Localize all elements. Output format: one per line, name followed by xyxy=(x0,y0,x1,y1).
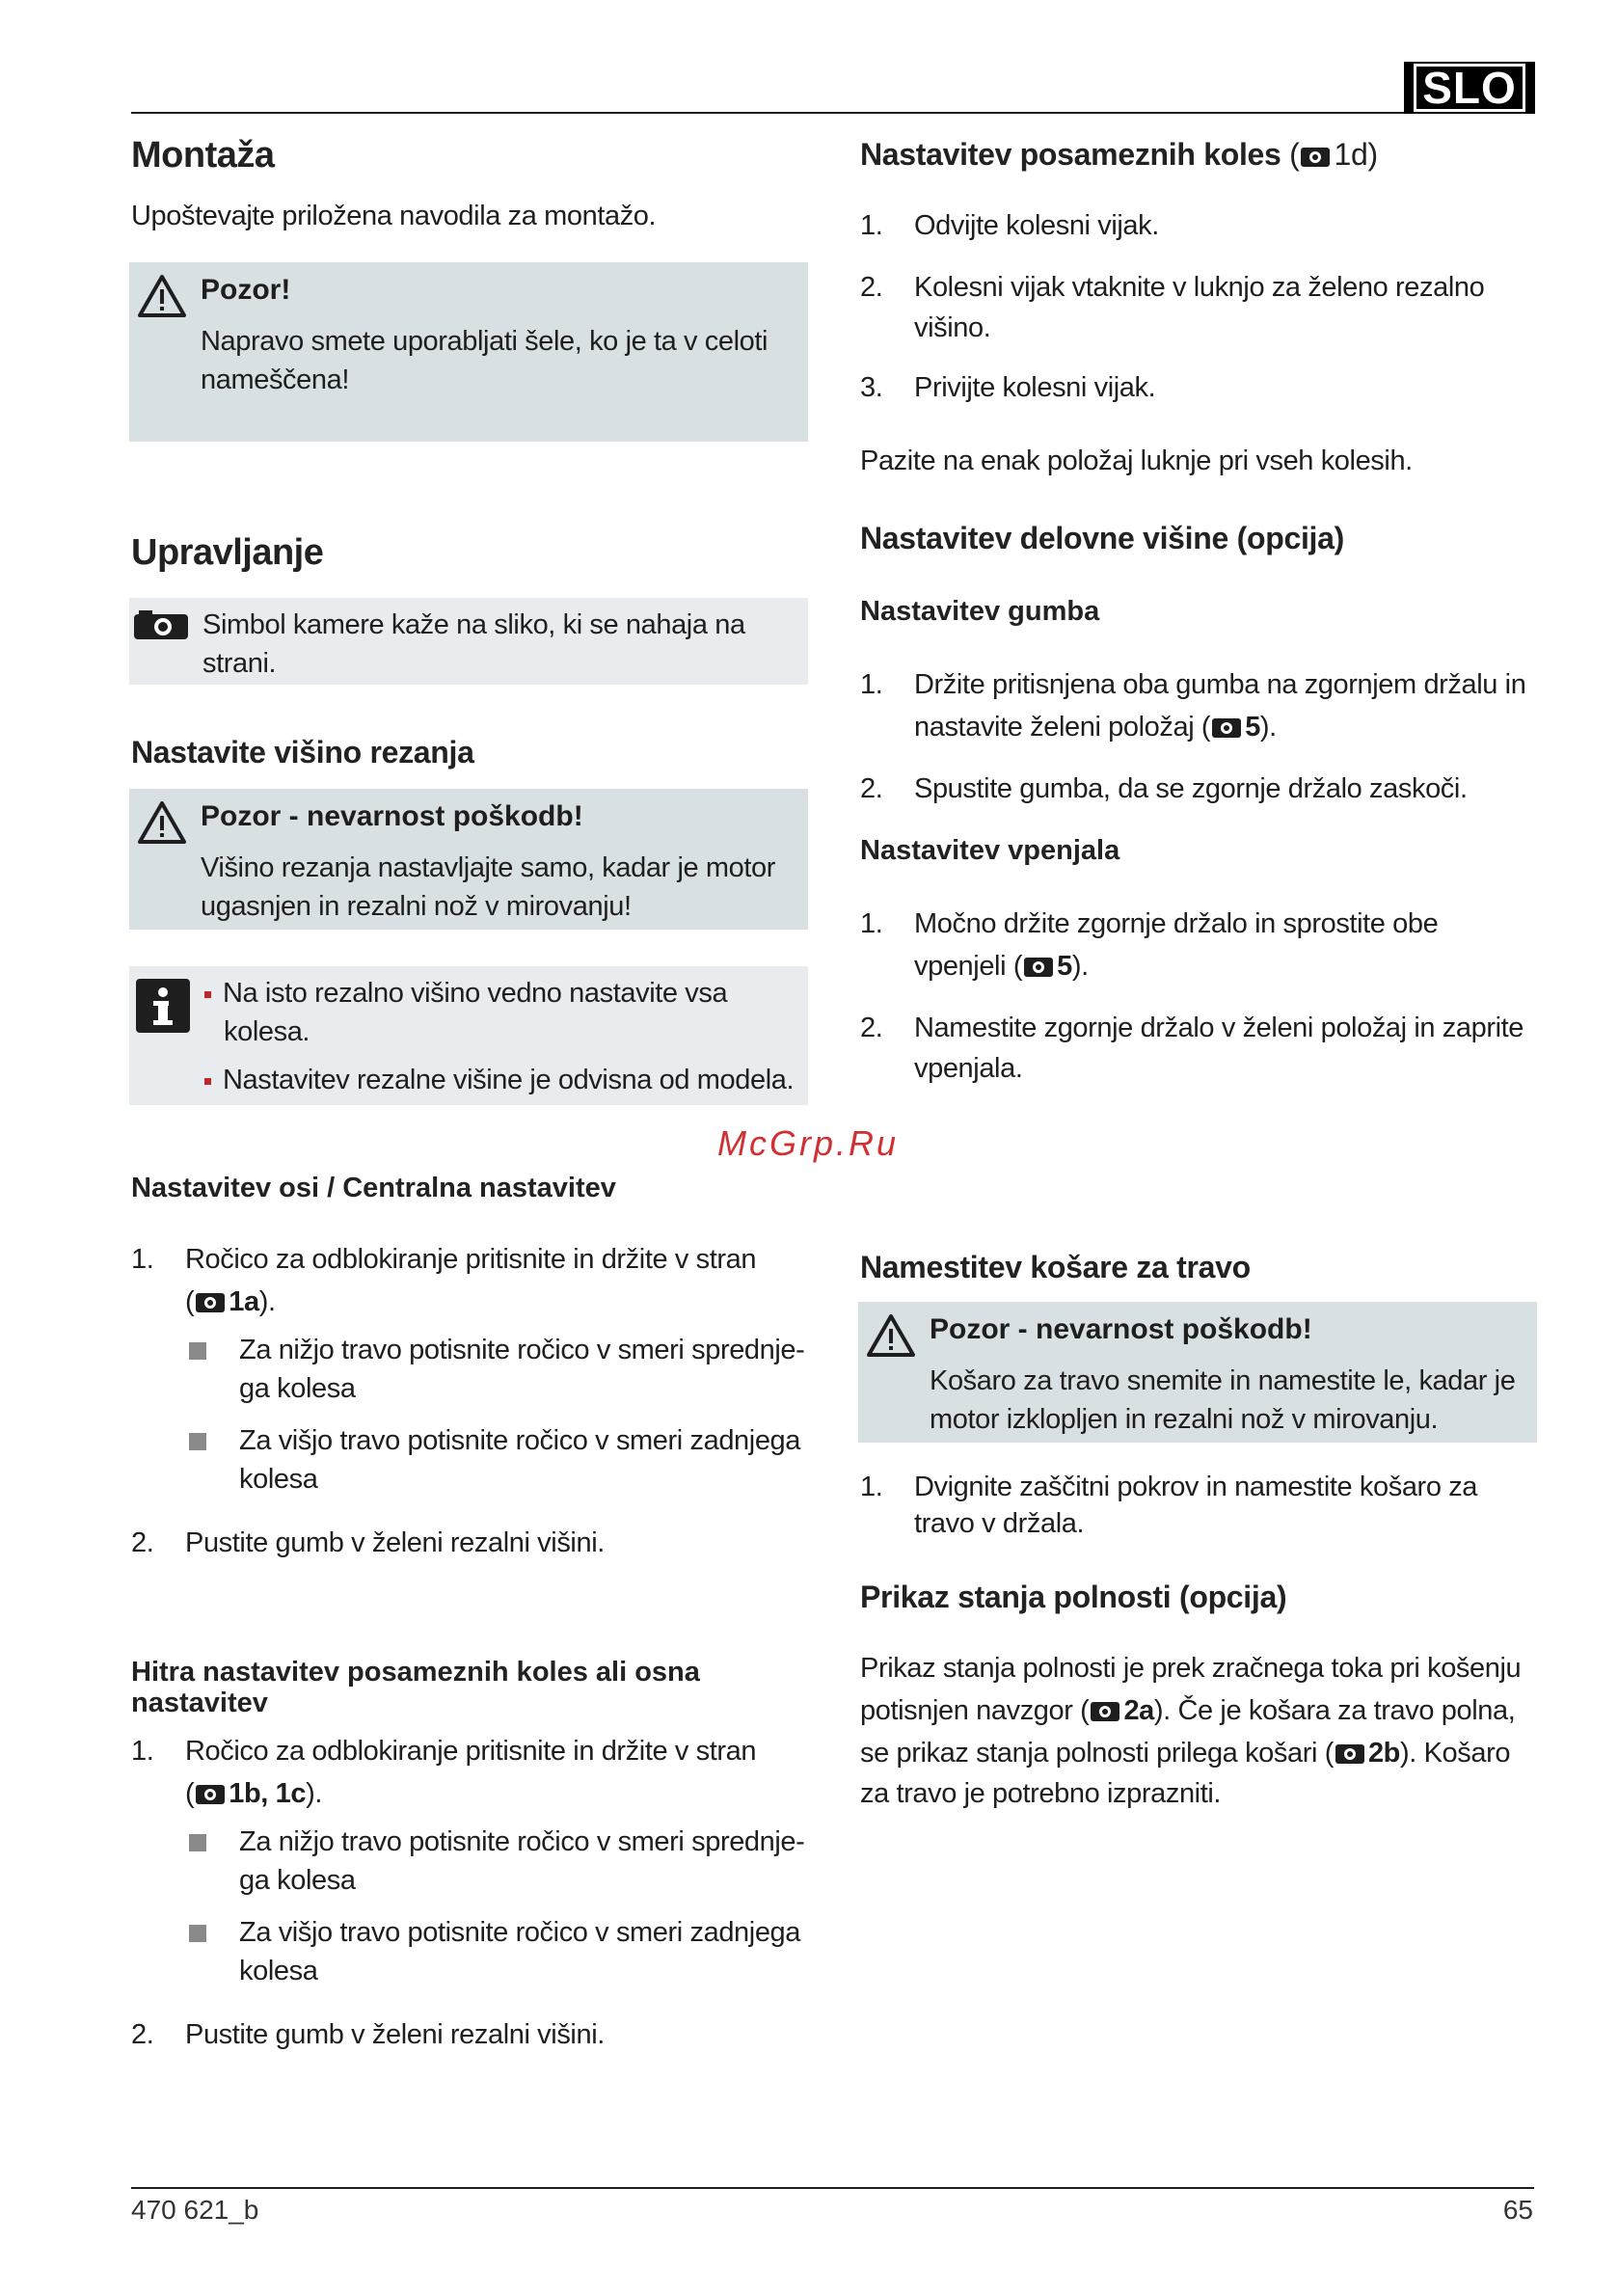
warning-triangle-icon xyxy=(866,1313,916,1358)
step-text: Držite pritisnjena oba gumba na zgornjem držalu in xyxy=(914,669,1526,700)
warning-triangle-icon xyxy=(137,274,187,318)
step-number: 2. xyxy=(860,1013,883,1043)
info-text: kolesa. xyxy=(224,1016,310,1047)
info-icon xyxy=(135,978,191,1034)
red-bullet-icon xyxy=(204,991,211,998)
polnosti-line: Prikaz stanja polnosti je prek zračnega toka pri košenju xyxy=(860,1653,1522,1684)
step-number: 1. xyxy=(860,908,883,939)
step-number: 1. xyxy=(131,1736,154,1767)
figure-ref: 2a xyxy=(1123,1695,1154,1726)
step-text-part: nastavite želeni položaj xyxy=(914,712,1195,743)
warning-text-line: ugasnjen in rezalni nož v mirovanju! xyxy=(201,891,632,922)
camera-ref-icon xyxy=(196,1293,225,1312)
warning-text-line: Napravo smete uporabljati šele, ko je ta v celoti xyxy=(201,326,769,357)
step-text: Privijte kolesni vijak. xyxy=(914,372,1156,403)
step-number: 2. xyxy=(131,1527,154,1558)
step-text: Ročico za odblokiranje pritisnite in držite v stran xyxy=(185,1244,757,1275)
warning-box-visina xyxy=(129,789,808,930)
watermark: McGrp.Ru xyxy=(717,1123,900,1163)
step-text: Ročico za odblokiranje pritisnite in držite v stran xyxy=(185,1736,757,1767)
page-number: 65 xyxy=(1502,2195,1533,2225)
step-text: Močno držite zgornje držalo in sprostite obe xyxy=(914,908,1439,939)
figure-ref: 1b, 1c xyxy=(229,1778,307,1809)
info-text: Na isto rezalno višino vedno nastavite vsa xyxy=(223,978,728,1009)
step-text: travo v držala. xyxy=(914,1508,1085,1539)
heading-nastavitev-vpenjala: Nastavitev vpenjala xyxy=(860,835,1120,866)
polnosti-text: potisnjen navzgor xyxy=(860,1695,1073,1726)
info-bullet xyxy=(204,972,727,1014)
step-number: 2. xyxy=(860,272,883,303)
warning-text-line: Košaro za travo snemite in namestite le, kadar je xyxy=(930,1365,1516,1396)
bullet-text: Za višjo travo potisnite ročico v smeri zadnjega xyxy=(239,1425,800,1456)
figure-ref: 5 xyxy=(1057,951,1072,982)
heading-hitra-nastavitev xyxy=(131,1657,700,1718)
koles-note: Pazite na enak položaj luknje pri vseh kolesih. xyxy=(860,446,1413,476)
step-number: 1. xyxy=(131,1244,154,1275)
camera-ref-icon xyxy=(1212,718,1241,738)
heading-kosare: Namestitev košare za travo xyxy=(860,1250,1251,1284)
square-bullet-icon xyxy=(189,1433,206,1450)
warning-triangle-icon xyxy=(137,800,187,845)
step-number: 1. xyxy=(860,669,883,700)
heading-nastavite-visino: Nastavite višino rezanja xyxy=(131,735,474,770)
bullet-text: Za višjo travo potisnite ročico v smeri zadnjega xyxy=(239,1917,800,1948)
heading-nastavitev-gumba: Nastavitev gumba xyxy=(860,596,1100,627)
step-text: Namestite zgornje držalo v želeni položaj in zaprite xyxy=(914,1013,1524,1043)
bullet-text: ga kolesa xyxy=(239,1373,356,1404)
heading-posameznih-koles: Nastavitev posameznih koles ( 1d) xyxy=(860,137,1378,172)
step-ref: ( 1a). xyxy=(185,1286,276,1317)
camera-note-line: Simbol kamere kaže na sliko, ki se nahaja na xyxy=(202,609,745,640)
figure-ref: 2b xyxy=(1367,1738,1400,1769)
camera-ref-icon xyxy=(1335,1744,1364,1764)
step-number: 1. xyxy=(860,210,883,241)
heading-line: nastavitev xyxy=(131,1688,268,1718)
polnosti-line: potisnjen navzgor ( 2a). Če je košara za travo polna, xyxy=(860,1695,1516,1726)
square-bullet-icon xyxy=(189,1925,206,1942)
step-text: Dvignite zaščitni pokrov in namestite košaro za xyxy=(914,1472,1478,1502)
polnosti-text: . Košaro xyxy=(1409,1738,1511,1769)
step-number: 1. xyxy=(860,1472,883,1502)
language-tab xyxy=(1404,62,1535,114)
camera-icon xyxy=(133,609,189,640)
heading-delovne-visine: Nastavitev delovne višine (opcija) xyxy=(860,521,1344,555)
camera-ref-icon xyxy=(1091,1702,1119,1721)
red-bullet-icon xyxy=(204,1078,211,1085)
camera-ref-icon xyxy=(1301,148,1330,167)
warning-text-line: Višino rezanja nastavljajte samo, kadar je motor xyxy=(201,852,776,883)
warning-title: Pozor - nevarnost poškodb! xyxy=(930,1313,1312,1345)
camera-ref-icon xyxy=(1024,958,1053,977)
polnosti-line: se prikaz stanja polnosti prilega košari ( 2b). Košaro xyxy=(860,1738,1511,1769)
warning-title: Pozor - nevarnost poškodb! xyxy=(201,800,583,832)
square-bullet-icon xyxy=(189,1342,206,1360)
warning-box-kosare xyxy=(858,1302,1537,1443)
step-text: Pustite gumb v želeni rezalni višini. xyxy=(185,2019,605,2050)
heading-nastavitev-osi: Nastavitev osi / Centralna nastavitev xyxy=(131,1173,616,1203)
bullet-text: Za nižjo travo potisnite ročico v smeri sprednje- xyxy=(239,1335,805,1365)
warning-text-line: motor izklopljen in rezalni nož v mirovanju. xyxy=(930,1404,1439,1435)
camera-ref-icon xyxy=(196,1785,225,1804)
step-text: višino. xyxy=(914,312,991,343)
warning-title: Pozor! xyxy=(201,274,291,306)
heading-line: Hitra nastavitev posameznih koles ali osna xyxy=(131,1657,700,1688)
heading-upravljanje: Upravljanje xyxy=(131,532,324,573)
document-id: 470 621_b xyxy=(131,2195,259,2225)
bullet-text: kolesa xyxy=(239,1464,318,1495)
info-bullet xyxy=(204,1059,794,1101)
step-number: 2. xyxy=(860,773,883,804)
step-text: nastavite želeni položaj ( 5). xyxy=(914,712,1277,743)
step-number: 3. xyxy=(860,372,883,403)
step-text: vpenjala. xyxy=(914,1053,1023,1084)
step-text: Kolesni vijak vtaknite v luknjo za želeno rezalno xyxy=(914,272,1485,303)
camera-note-line: strani. xyxy=(202,648,277,679)
bullet-text: ga kolesa xyxy=(239,1865,356,1896)
bullet-text: kolesa xyxy=(239,1956,318,1986)
step-text: Spustite gumba, da se zgornje držalo zaskoči. xyxy=(914,773,1468,804)
camera-note-box xyxy=(129,598,808,685)
polnosti-text: . Če je košara za travo polna, xyxy=(1163,1695,1516,1726)
footer-rule xyxy=(131,2187,1534,2189)
square-bullet-icon xyxy=(189,1834,206,1851)
figure-ref: 1a xyxy=(229,1286,259,1317)
figure-ref: 5 xyxy=(1245,712,1260,743)
header-rule xyxy=(131,112,1534,114)
warning-text-line: nameščena! xyxy=(201,365,349,395)
step-text-part: vpenjeli xyxy=(914,951,1007,982)
heading-montaza: Montaža xyxy=(131,135,275,176)
warning-box-montaza xyxy=(129,262,808,442)
step-number: 2. xyxy=(131,2019,154,2050)
info-box-visina xyxy=(129,966,808,1105)
step-text: Pustite gumb v želeni rezalni višini. xyxy=(185,1527,605,1558)
step-text: vpenjeli ( 5). xyxy=(914,951,1089,982)
bullet-text: Za nižjo travo potisnite ročico v smeri sprednje- xyxy=(239,1826,805,1857)
step-text: Odvijte kolesni vijak. xyxy=(914,210,1159,241)
heading-text: Nastavitev posameznih koles xyxy=(860,137,1281,172)
language-code: SLO xyxy=(1414,64,1525,112)
info-text: Nastavitev rezalne višine je odvisna od modela. xyxy=(223,1065,795,1095)
heading-prikaz-polnosti: Prikaz stanja polnosti (opcija) xyxy=(860,1580,1287,1614)
polnosti-line: za travo je potrebno izprazniti. xyxy=(860,1778,1222,1809)
figure-ref: 1d xyxy=(1334,137,1368,172)
montaza-intro: Upoštevajte priložena navodila za montažo. xyxy=(131,201,657,231)
polnosti-text: se prikaz stanja polnosti prilega košari xyxy=(860,1738,1318,1769)
step-ref: ( 1b, 1c). xyxy=(185,1778,323,1809)
